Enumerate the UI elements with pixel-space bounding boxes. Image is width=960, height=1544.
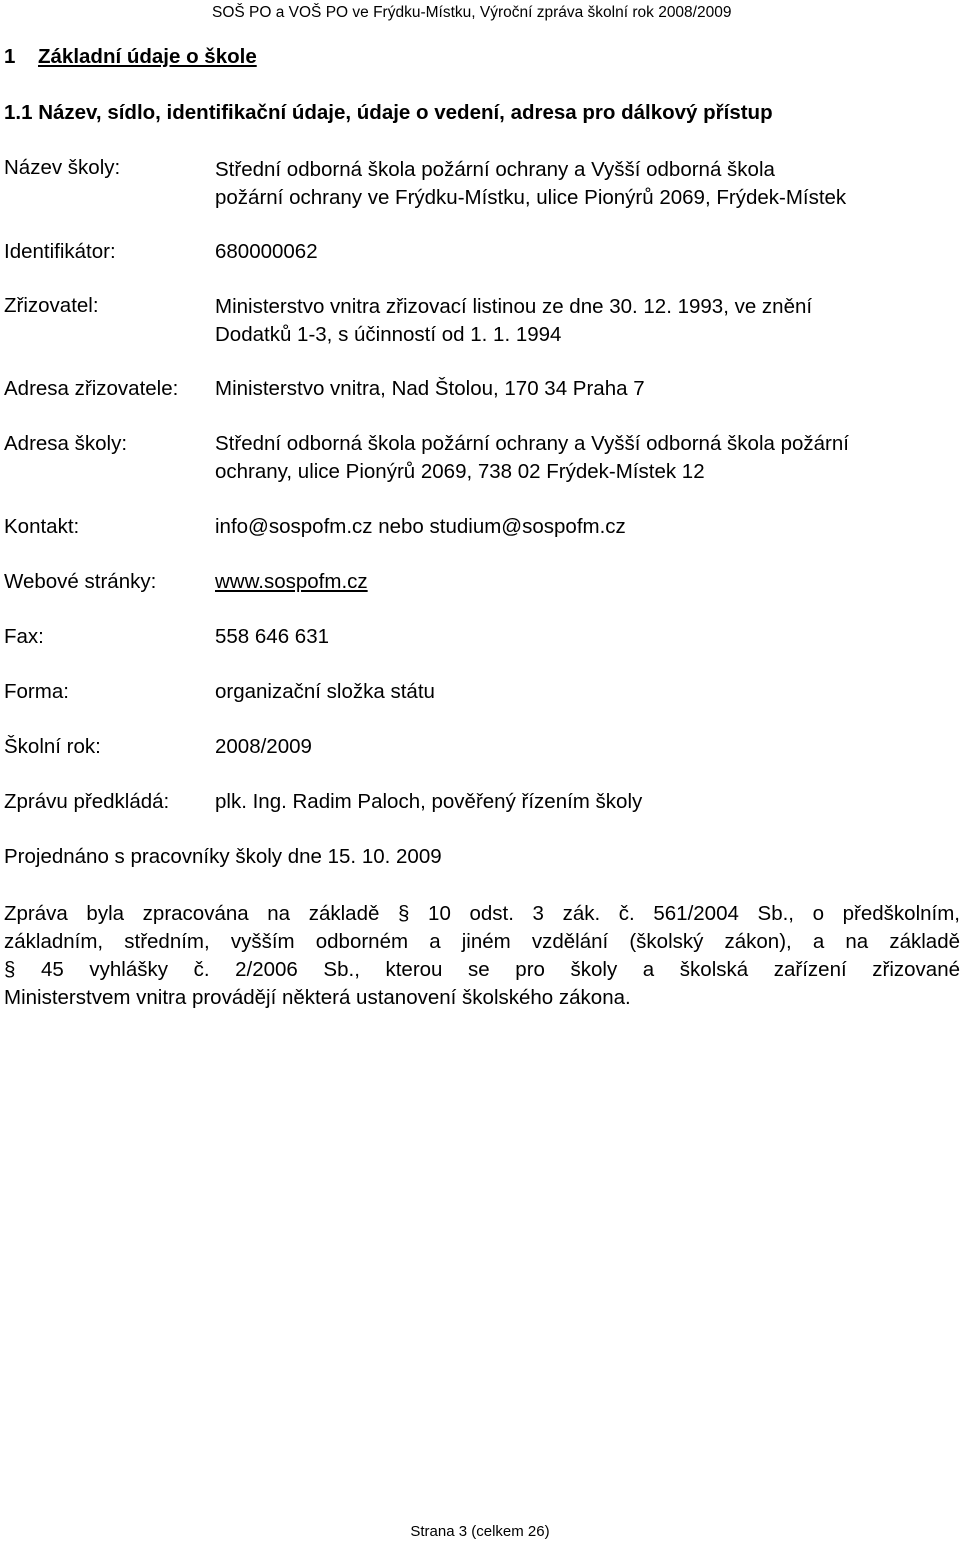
running-header: SOŠ PO a VOŠ PO ve Frýdku-Místku, Výroční zpráva školní rok 2008/2009 bbox=[212, 4, 732, 21]
founder-label: Zřizovatel: bbox=[4, 294, 99, 317]
id-label: Identifikátor: bbox=[4, 240, 116, 263]
contact-label: Kontakt: bbox=[4, 515, 80, 538]
founder-address-value: Ministerstvo vnitra, Nad Štolou, 170 34 Praha 7 bbox=[215, 377, 645, 400]
name-line-1: Střední odborná škola požární ochrany a Vyšší odborná škola bbox=[215, 158, 775, 181]
founder-address-label: Adresa zřizovatele: bbox=[4, 377, 179, 400]
web-label: Webové stránky: bbox=[4, 570, 157, 593]
paragraph-line-2: základním, středním, vyšším odborném a jiném vzdělání (školský zákon), a na základě bbox=[4, 930, 960, 953]
form-label: Forma: bbox=[4, 680, 69, 703]
contact-value[interactable]: info@sospofm.cz nebo studium@sospofm.cz bbox=[215, 515, 626, 538]
name-label: Název školy: bbox=[4, 156, 121, 179]
presenter-label: Zprávu předkládá: bbox=[4, 790, 170, 813]
school-year-value: 2008/2009 bbox=[215, 735, 312, 758]
paragraph-line-1: Zpráva byla zpracována na základě § 10 odst. 3 zák. č. 561/2004 Sb., o předškolním, bbox=[4, 902, 960, 925]
fax-label: Fax: bbox=[4, 625, 44, 648]
name-value bbox=[215, 156, 846, 212]
school-address-line-2: ochrany, ulice Pionýrů 2069, 738 02 Frýdek-Místek 12 bbox=[215, 460, 705, 483]
form-value: organizační složka státu bbox=[215, 680, 435, 703]
legal-basis-paragraph bbox=[4, 900, 960, 1012]
founder-line-2: Dodatků 1-3, s účinností od 1. 1. 1994 bbox=[215, 323, 562, 346]
paragraph-line-3: § 45 vyhlášky č. 2/2006 Sb., kterou se pro školy a školská zařízení zřizované bbox=[4, 958, 960, 981]
school-address-line-1: Střední odborná škola požární ochrany a Vyšší odborná škola požární bbox=[215, 432, 849, 455]
discussed-note: Projednáno s pracovníky školy dne 15. 10. 2009 bbox=[4, 845, 442, 868]
school-year-label: Školní rok: bbox=[4, 735, 101, 758]
founder-line-1: Ministerstvo vnitra zřizovací listinou ze dne 30. 12. 1993, ve znění bbox=[215, 295, 813, 318]
paragraph-line-4: Ministerstvem vnitra provádějí některá ustanovení školského zákona. bbox=[4, 986, 631, 1009]
section-title: Základní údaje o škole bbox=[38, 45, 257, 68]
subsection-heading: 1.1 Název, sídlo, identifikační údaje, údaje o vedení, adresa pro dálkový přístup bbox=[4, 101, 773, 124]
section-number: 1 bbox=[4, 45, 16, 68]
school-address-value bbox=[215, 430, 849, 486]
page-number-footer: Strana 3 (celkem 26) bbox=[410, 1523, 550, 1540]
name-line-2: požární ochrany ve Frýdku-Místku, ulice Pionýrů 2069, Frýdek-Místek bbox=[215, 186, 847, 209]
section-heading bbox=[4, 45, 257, 69]
founder-value bbox=[215, 293, 812, 349]
fax-value: 558 646 631 bbox=[215, 625, 330, 648]
presenter-value: plk. Ing. Radim Paloch, pověřený řízením školy bbox=[215, 790, 643, 813]
school-address-label: Adresa školy: bbox=[4, 432, 128, 455]
web-link[interactable]: www.sospofm.cz bbox=[215, 570, 368, 593]
id-value: 680000062 bbox=[215, 240, 318, 263]
